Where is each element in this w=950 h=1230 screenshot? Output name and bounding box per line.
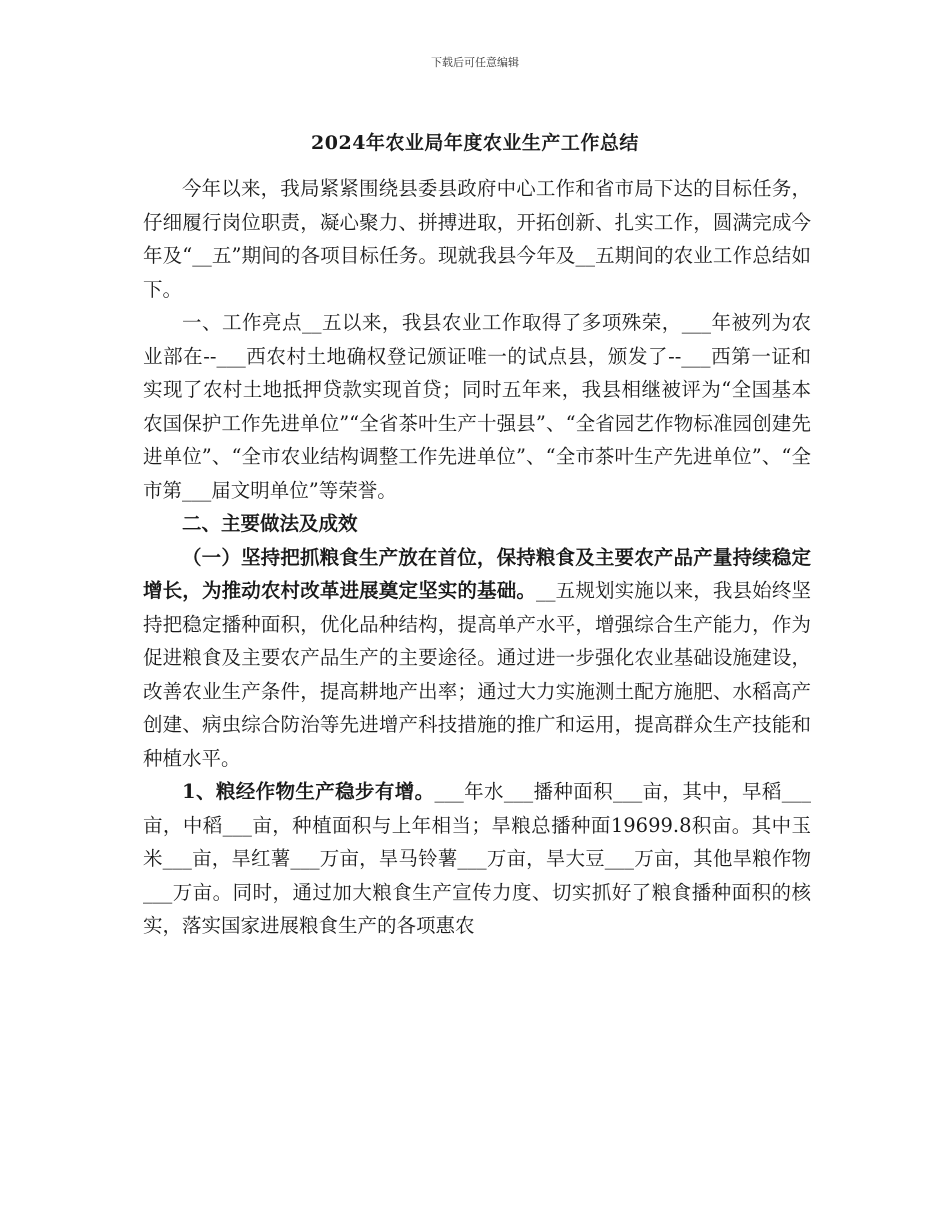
paragraph-highlights: 一、工作亮点__五以来，我县农业工作取得了多项殊荣，___年被列为农业部在--___西农村土地确权登记颁证唯一的试点县，颁发了--___西第一证和实现了农村土地抵押贷款实现首贷；同时五年来，我县相继被评为“全国基本农国保护工作先进单位”“全省茶叶生产十强县”、“全省园艺作物标准园创建先进单位”、“全市农业结构调整工作先进单位”、“全市茶叶生产先进单位”、“全市第___届文明单位”等荣誉。 <box>143 311 811 502</box>
paragraph-intro: 今年以来，我局紧紧围绕县委县政府中心工作和省市局下达的目标任务，仔细履行岗位职责，凝心聚力、拼搏进取，开拓创新、扎实工作，圆满完成今年及“__五”期间的各项目标任务。现就我县今年及__五期间的农业工作总结如下。 <box>143 177 811 301</box>
document-body <box>143 172 811 943</box>
paragraph-lead-grain-production: （一）坚持把抓粮食生产放在首位，保持粮食及主要农产品产量持续稳定增长，为推动农村改革进展奠定坚实的基础。 <box>143 545 811 602</box>
paragraph-grain-production <box>143 541 811 776</box>
paragraph-body-grain-production: __五规划实施以来，我县始终坚持把稳定播种面积，优化品种结构，提高单产水平，增强综合生产能力，作为促进粮食及主要农产品生产的主要途径。通过进一步强化农业基础设施建设，改善农业生产条件，提高耕地产出率；通过大力实施测土配方施肥、水稻高产创建、病虫综合防治等先进增产科技措施的推广和运用，提高群众生产技能和种植水平。 <box>143 579 811 770</box>
paragraph-lead-crop-growth: 1、粮经作物生产稳步有增。 <box>182 780 435 803</box>
header-note: 下载后可任意编辑 <box>431 56 519 69</box>
paragraph-crop-growth <box>143 775 811 943</box>
document-title: 2024年农业局年度农业生产工作总结 <box>311 132 639 154</box>
section-heading-main-practices: 二、主要做法及成效 <box>182 512 358 535</box>
paragraph-body-crop-growth: ___年水___播种面积___亩，其中，早稻___亩，中稻___亩，种植面积与上年相当；旱粮总播种面19699.8积亩。其中玉米___亩，旱红薯___万亩，旱马铃薯___万亩，旱大豆___万亩，其他旱粮作物___万亩。同时，通过加大粮食生产宣传力度、切实抓好了粮食播种面积的核实，落实国家进展粮食生产的各项惠农 <box>143 780 811 937</box>
